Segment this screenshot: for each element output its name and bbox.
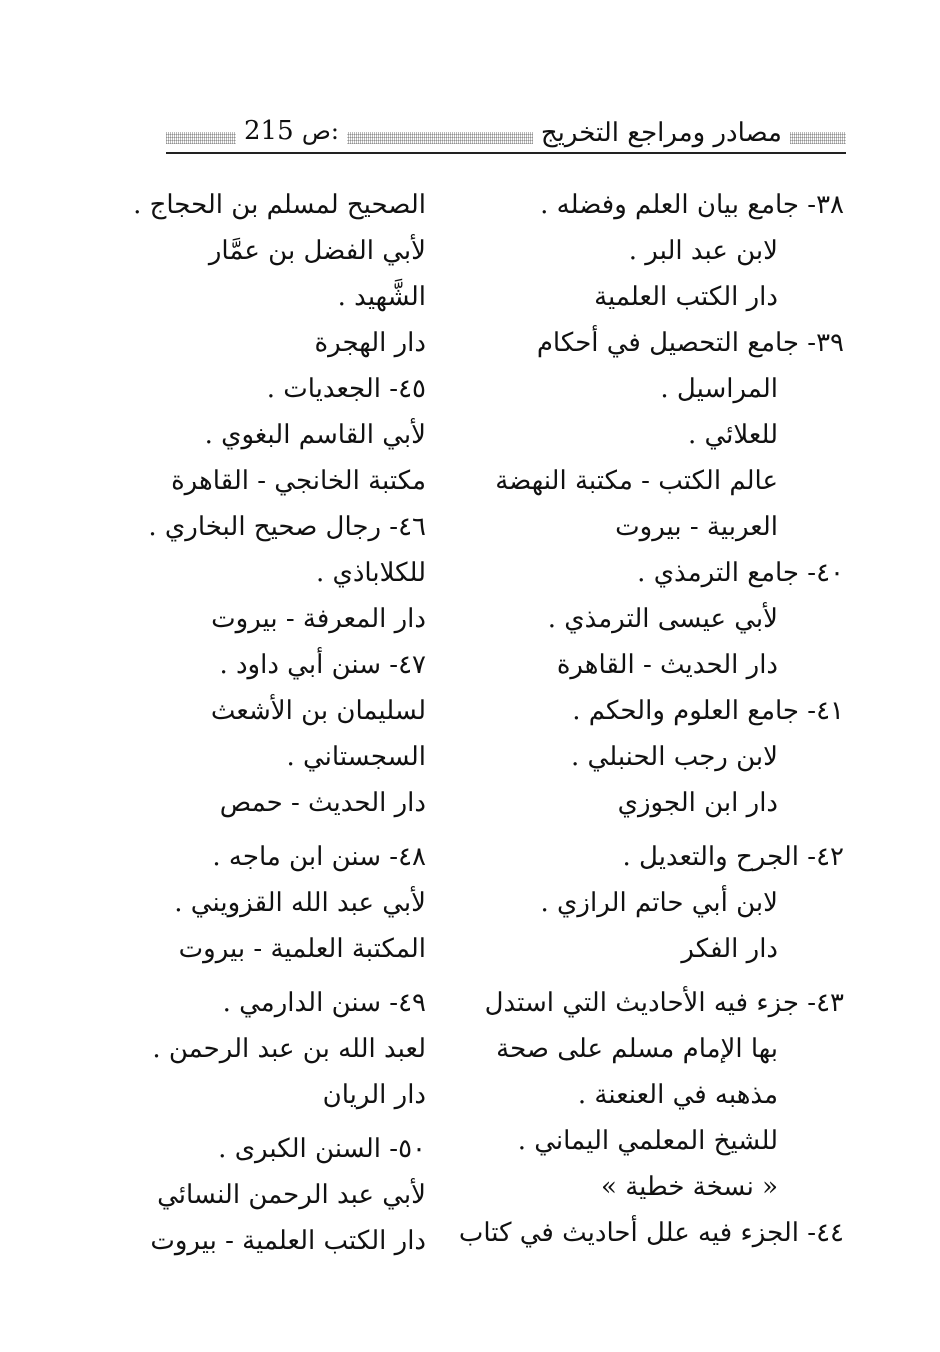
entry-number: ٤٣- (807, 988, 844, 1018)
entry-title-line (164, 366, 426, 412)
entry-line: دار الحديث - حمص (219, 788, 426, 818)
entry-title: الجزء فيه علل أحاديث في كتاب (458, 1218, 799, 1248)
entry-line: لابن رجب الحنبلي . (571, 742, 778, 772)
header-page-number (236, 116, 347, 146)
entry-line: دار الهجرة (314, 328, 426, 358)
entry-number: ٤٦- (389, 512, 426, 542)
header-title: مصادر ومراجع التخريج (533, 118, 790, 148)
entry-line: لعبد الله بن عبد الرحمن . (152, 1034, 426, 1064)
entry-line: لأبي عبد الرحمن النسائي (157, 1180, 426, 1210)
entry-title: جامع بيان العلم وفضله . (540, 190, 799, 220)
entry-line: للشيخ المعلمي اليماني . (517, 1126, 778, 1156)
entry-line: لابن أبي حاتم الرازي . (540, 888, 778, 918)
entry-title: الجعديات . (266, 374, 381, 404)
entry-number: ٣٩- (807, 328, 844, 358)
entry-line: دار الريان (322, 1080, 426, 1110)
entry-title-line (514, 834, 844, 880)
entry-title: جامع الترمذي . (637, 558, 799, 588)
entry-title-line (164, 834, 426, 880)
entry-line: مذهبه في العنعنة . (577, 1080, 778, 1110)
entry-title: جامع التحصيل في أحكام (536, 328, 799, 358)
reference-entry (150, 1126, 426, 1264)
reference-entry (164, 834, 426, 972)
entry-number: ٤٤- (807, 1218, 844, 1248)
entry-title-line (164, 1126, 426, 1172)
entry-line: السجستاني . (286, 742, 426, 772)
reference-entry (458, 1210, 844, 1256)
entry-title-line (164, 980, 426, 1026)
entry-number: ٤٥- (389, 374, 426, 404)
entry-title: السنن الكبرى . (218, 1134, 381, 1164)
entry-title-line (148, 504, 426, 550)
reference-entry (164, 642, 426, 826)
page-label: ص: (301, 117, 340, 145)
entry-title: سنن أبي داود . (219, 650, 381, 680)
header-rule (166, 152, 846, 154)
page-number: 215 (244, 116, 294, 146)
entry-title-line (514, 550, 844, 596)
entry-line: المراسيل . (660, 374, 778, 404)
entry-line: دار الكتب العلمية - بيروت (150, 1226, 426, 1256)
entry-title-line (484, 980, 844, 1026)
entry-line: لأبي الفضل بن عمَّار (208, 236, 426, 266)
entry-title-line (458, 1210, 844, 1256)
entry-line: دار الفكر (681, 934, 778, 964)
running-header (166, 112, 846, 158)
reference-entry (164, 366, 426, 504)
right-column (458, 182, 844, 1256)
entry-title: رجال صحيح البخاري . (148, 512, 381, 542)
reference-entry (514, 688, 844, 826)
reference-entry (514, 550, 844, 688)
left-column (133, 182, 426, 1264)
entry-line: لأبي عبد الله القزويني . (174, 888, 426, 918)
entry-title: سنن الدارمي . (222, 988, 381, 1018)
entry-title: جامع العلوم والحكم . (572, 696, 799, 726)
entry-line: دار ابن الجوزي (617, 788, 778, 818)
entry-line: بها الإمام مسلم على صحة (496, 1034, 778, 1064)
entry-line: للعلائي . (687, 420, 778, 450)
entry-line: الصحيح لمسلم بن الحجاج . (133, 190, 426, 220)
entry-line: لسليمان بن الأشعث (210, 696, 426, 726)
entry-title-line (514, 182, 844, 228)
entry-title-line (514, 320, 844, 366)
entry-number: ٤٩- (389, 988, 426, 1018)
entry-title: سنن ابن ماجه . (212, 842, 381, 872)
reference-entry-continued (133, 182, 426, 366)
entry-number: ٤٠- (807, 558, 844, 588)
entry-number: ٤٢- (807, 842, 844, 872)
entry-title-line (514, 688, 844, 734)
reference-entry (495, 320, 844, 550)
entry-line: العربية - بيروت (615, 512, 778, 542)
reference-entry (148, 504, 426, 642)
entry-line: دار الحديث - القاهرة (556, 650, 778, 680)
entry-number: ٤١- (807, 696, 844, 726)
entry-line: للكلاباذي . (315, 558, 426, 588)
reference-entry (514, 182, 844, 320)
reference-entry (484, 980, 844, 1210)
entry-number: ٤٨- (389, 842, 426, 872)
entry-line: لأبي عيسى الترمذي . (547, 604, 778, 634)
entry-line: المكتبة العلمية - بيروت (178, 934, 426, 964)
entry-line: لأبي القاسم البغوي . (204, 420, 426, 450)
entry-line: « نسخة خطية » (601, 1172, 778, 1202)
entry-line: لابن عبد البر . (628, 236, 778, 266)
entry-title: الجرح والتعديل . (622, 842, 799, 872)
entry-line: دار الكتب العلمية (594, 282, 778, 312)
entry-line: دار المعرفة - بيروت (211, 604, 426, 634)
entry-line: عالم الكتب - مكتبة النهضة (495, 466, 778, 496)
entry-number: ٥٠- (389, 1134, 426, 1164)
reference-entry (514, 834, 844, 972)
entry-line: مكتبة الخانجي - القاهرة (171, 466, 426, 496)
entry-title: جزء فيه الأحاديث التي استدل (484, 988, 799, 1018)
entry-number: ٤٧- (389, 650, 426, 680)
entry-line: الشَّهيد . (337, 282, 426, 312)
reference-entry (152, 980, 426, 1118)
entry-number: ٣٨- (807, 190, 844, 220)
entry-title-line (164, 642, 426, 688)
